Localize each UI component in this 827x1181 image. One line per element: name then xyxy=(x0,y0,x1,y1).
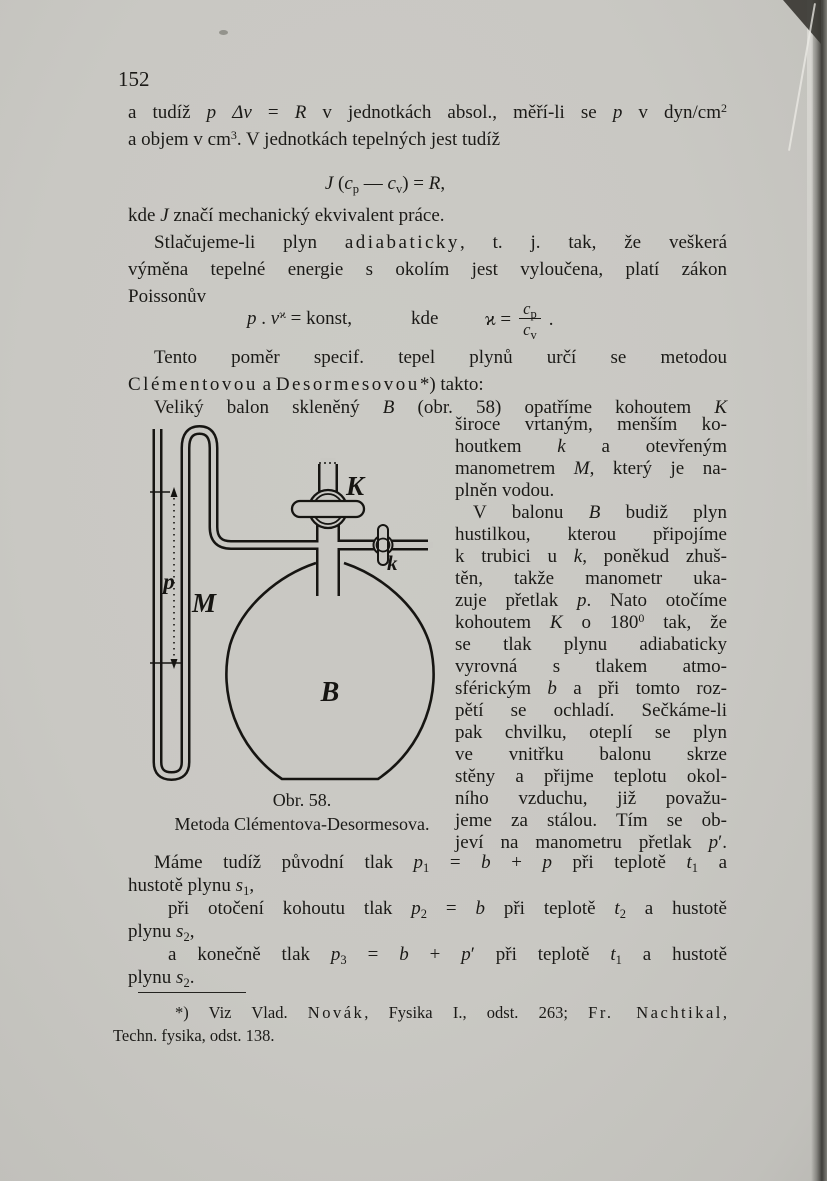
page-edge-shadow xyxy=(811,0,827,1181)
p-arrowhead-up xyxy=(171,487,178,497)
text-line: Máme tudíž původní tlak $p_1 = b + p$ při teplotě $t_1$ a xyxy=(154,852,728,875)
fraction-cp-cv xyxy=(519,299,541,342)
text-line: pětí se ochladí. Sečkáme-li xyxy=(455,700,727,721)
label-M: M xyxy=(192,588,217,618)
text-line: Clémentovou a Desormesovou*) takto: xyxy=(128,374,484,395)
text-line: hustilkou, kterou připojíme xyxy=(455,524,727,545)
text-line: ního vzduchu, již považu- xyxy=(455,788,727,809)
text-line: pak chvilku, oteplí se plyn xyxy=(455,722,727,743)
label-p: p xyxy=(163,569,175,594)
footnote-line: *) Viz Vlad. Novák, Fysika I., odst. 263; Fr. Nachtikal, xyxy=(175,1003,728,1022)
text-line: Poissonův xyxy=(128,286,207,307)
text-line: Stlačujeme-li plyn adiabaticky, t. j. tak, že veškerá xyxy=(154,232,728,253)
text-line: široce vrtaným, menším ko- xyxy=(455,414,727,435)
text-line: manometrem M, který je na- xyxy=(455,458,727,479)
p-arrowhead-down xyxy=(171,659,178,669)
fraction-numerator: $c_p$ xyxy=(523,299,537,321)
text-line: zuje přetlak p. Nato otočíme xyxy=(455,590,727,611)
text-line: V balonu B budiž plyn xyxy=(473,502,727,523)
kappa-equals: ϰ = xyxy=(485,308,512,330)
fraction-denominator: $c_v$ xyxy=(519,318,541,339)
text-line: jeví na manometru přetlak p′. xyxy=(455,832,727,853)
stopcock-K-handle xyxy=(292,501,364,517)
label-K: K xyxy=(346,471,365,501)
label-k: k xyxy=(387,551,398,575)
text-line: plynu $s_2$. xyxy=(128,967,195,990)
label-B: B xyxy=(320,677,340,708)
text-line: jeme za stálou. Tím se ob- xyxy=(455,810,727,831)
poisson-kde: kde xyxy=(411,308,439,329)
formula-poisson xyxy=(128,290,727,348)
fraction-period: . xyxy=(548,308,554,330)
text-line-kde: kde J značí mechanický ekvivalent práce. xyxy=(128,205,445,226)
text-line: Veliký balon skleněný B (obr. 58) opatříme kohoutem K xyxy=(154,397,727,418)
paragraph-pressures xyxy=(128,851,727,989)
text-line: a tudíž p Δv = R v jednotkách absol., měří-li se p v dyn/$cm^2$ xyxy=(128,101,728,123)
text-line: k trubici u k, poněkud zhuš- xyxy=(455,546,727,567)
poisson-kappa-fraction xyxy=(485,295,553,343)
paragraph-intro xyxy=(128,99,727,153)
text-line: těn, takže manometr uka- xyxy=(455,568,727,589)
text-line: a objem v $cm^3$. V jednotkách tepelných jest tudíž xyxy=(128,128,501,150)
figure-caption-title: Metoda Clémentova-Desormesova. xyxy=(174,814,430,834)
text-line: plynu $s_2$, xyxy=(128,921,195,944)
footnote xyxy=(113,1001,727,1047)
text-line: výměna tepelné energie s okolím jest vyloučena, platí zákon xyxy=(128,259,727,280)
right-text-column xyxy=(455,414,727,854)
text-line: plněn vodou. xyxy=(455,480,555,501)
text-line: stěny a přijme teplotu okol- xyxy=(455,766,727,787)
page-number: 152 xyxy=(118,67,150,91)
text-line: a konečně tlak $p_3 = b + p'$ při teplotě $t_1$ a hustotě xyxy=(168,944,728,967)
text-line: houtkem k a otevřeným xyxy=(455,436,728,457)
text-line: vyrovná s tlakem atmo- xyxy=(455,656,727,677)
text-line: kohoutem K o $180^0$ tak, že xyxy=(455,611,727,633)
figure-caption-number: Obr. 58. xyxy=(272,790,332,810)
paper-speck xyxy=(219,30,228,35)
text-line: Tento poměr specif. tepel plynů určí se metodou xyxy=(154,347,727,368)
text-line: se tlak plynu adiabaticky xyxy=(455,634,727,655)
text-line: při otočení kohoutu tlak $p_2 = b$ při teplotě $t_2$ a hustotě xyxy=(168,898,727,921)
footnote-line: Techn. fysika, odst. 138. xyxy=(113,1026,275,1045)
figure-caption xyxy=(132,788,472,836)
text-line: sférickým b a při tomto roz- xyxy=(455,678,727,699)
footnote-separator-rule xyxy=(138,992,246,993)
poisson-lhs: p . $v^ϰ$ = konst, xyxy=(247,307,353,329)
text-line: hustotě plynu $s_1$, xyxy=(128,875,255,898)
figure-apparatus-obr-58 xyxy=(130,420,440,792)
formula-heat-equivalent: J ($c_p$ — $c_v) = R$, xyxy=(324,173,446,196)
paragraph-method xyxy=(128,344,727,398)
text-line: ve vnitřku balonu skrze xyxy=(455,744,727,765)
